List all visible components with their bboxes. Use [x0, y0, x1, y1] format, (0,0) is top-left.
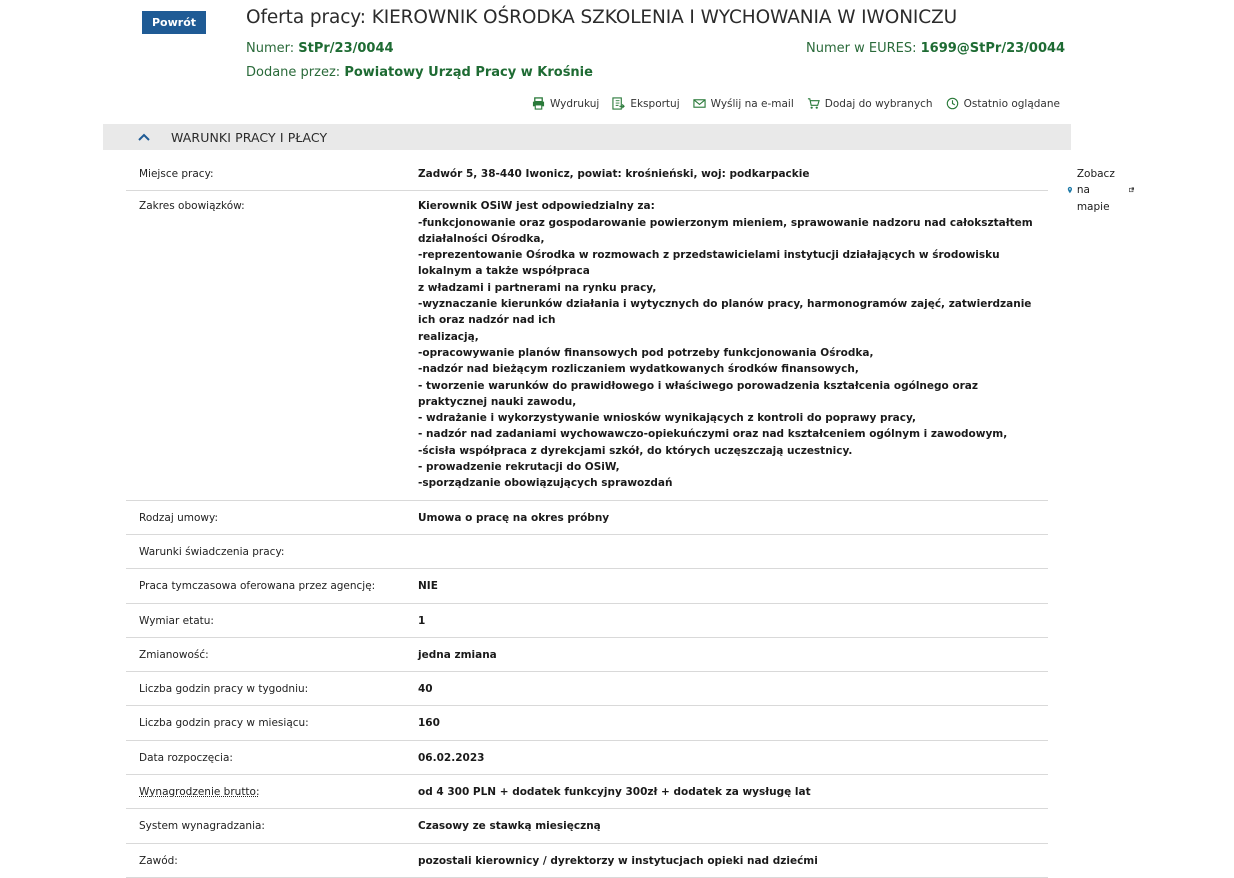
duty-line: -funkcjonowanie oraz gospodarowanie powierzonym mieniem, sprawowanie nadzoru nad całokształtem działalności Ośrodka, [418, 216, 1033, 245]
printer-icon [532, 97, 545, 110]
row-label-text: Wymiar etatu: [139, 614, 214, 627]
table-row [126, 569, 1048, 603]
section-title: WARUNKI PRACY I PŁACY [171, 129, 328, 145]
row-label-text: Zawód: [139, 854, 178, 867]
row-value: Umowa o pracę na okres próbny [418, 511, 610, 524]
duty-line: - prowadzenie rekrutacji do OSiW, [418, 461, 620, 474]
chevron-up-icon[interactable] [137, 132, 151, 142]
table-row [126, 638, 1048, 672]
row-value: 160 [418, 717, 440, 730]
row-label [126, 578, 418, 594]
duty-line: -opracowywanie planów finansowych pod potrzeby funkcjonowania Ośrodka, [418, 346, 874, 359]
row-value [418, 544, 1048, 560]
row-label-text: Data rozpoczęcia: [139, 751, 233, 764]
row-label-text: Wynagrodzenie brutto: [139, 786, 260, 799]
favorites-label: Dodaj do wybranych [824, 97, 933, 110]
eures-number-label: Numer w EURES: [806, 41, 917, 56]
offer-number-value: StPr/23/0044 [298, 41, 394, 56]
row-label: Zakres obowiązków: [139, 200, 245, 213]
added-by-value: Powiatowy Urząd Pracy w Krośnie [344, 65, 593, 80]
row-label [126, 647, 418, 663]
duty-line: -reprezentowanie Ośrodka w rozmowach z przedstawicielami instytucji działających w środowisku lokalnym a także współpraca [418, 249, 1000, 278]
map-pin-icon [1067, 184, 1073, 196]
table-row-duties [126, 191, 1048, 500]
print-action[interactable] [532, 97, 599, 110]
table-row [126, 672, 1048, 706]
map-link[interactable] [1067, 166, 1134, 215]
email-label: Wyślij na e-mail [710, 97, 794, 110]
row-label-text: Liczba godzin pracy w miesiącu: [139, 717, 309, 730]
row-label [126, 544, 418, 560]
table-row [126, 741, 1048, 775]
added-by-label: Dodane przez: [246, 65, 341, 80]
export-action[interactable] [612, 97, 679, 110]
email-action[interactable] [693, 97, 794, 110]
row-label-text: Liczba godzin pracy w tygodniu: [139, 683, 309, 696]
row-label [126, 613, 418, 629]
duty-line: -ścisła współpraca z dyrekcjami szkół, do których uczęszczają uczestnicy. [418, 444, 853, 457]
duty-line: realizacją, [418, 330, 479, 343]
duty-line: -sporządzanie obowiązujących sprawozdań [418, 477, 673, 490]
clock-icon [946, 97, 959, 110]
duty-line: -wyznaczanie kierunków działania i wytycznych do planów pracy, harmonogramów zajęć, zatwierdzanie ich oraz nadzór nad ich [418, 298, 1032, 327]
added-by [246, 65, 593, 80]
export-label: Eksportuj [630, 97, 680, 110]
row-value: jedna zmiana [418, 648, 497, 661]
table-row [126, 706, 1048, 740]
row-value: 06.02.2023 [418, 751, 485, 764]
back-button[interactable]: Powrót [142, 11, 206, 34]
favorites-action[interactable] [807, 97, 933, 110]
row-value: 40 [418, 683, 433, 696]
table-row [126, 501, 1048, 535]
row-label-text: Zmianowość: [139, 648, 209, 661]
table-row [126, 535, 1048, 569]
print-label: Wydrukuj [549, 97, 600, 110]
action-toolbar [532, 97, 1060, 110]
table-row [126, 604, 1048, 638]
duty-line: - wdrażanie i wykorzystywanie wniosków wynikających z kontroli do poprawy pracy, [418, 412, 916, 425]
row-label [126, 818, 418, 834]
duty-line: - nadzór nad zadaniami wychowawczo-opiekuńczymi oraz nad kształceniem ogólnym i zawodowym, [418, 428, 1008, 441]
row-label [126, 510, 418, 526]
row-value: 1 [418, 614, 426, 627]
row-value: Czasowy ze stawką miesięczną [418, 820, 601, 833]
cart-icon [807, 97, 820, 110]
offer-number [246, 41, 394, 56]
eures-number [806, 41, 1065, 56]
row-label-text: Praca tymczasowa oferowana przez agencję: [139, 580, 376, 593]
page-title: Oferta pracy: KIEROWNIK OŚRODKA SZKOLENIA I WYCHOWANIA W IWONICZU [246, 7, 958, 28]
duty-line: Kierownik OSiW jest odpowiedzialny za: [418, 200, 655, 213]
recent-label: Ostatnio oglądane [963, 97, 1060, 110]
table-row [126, 775, 1048, 809]
offer-number-label: Numer: [246, 41, 295, 56]
row-label [126, 853, 418, 869]
row-value: pozostali kierownicy / dyrektorzy w instytucjach opieki nad dziećmi [418, 854, 818, 867]
envelope-icon [693, 97, 706, 110]
row-value: NIE [418, 580, 438, 593]
place-value: Zadwór 5, 38-440 Iwonicz, powiat: krośnieński, woj: podkarpackie [418, 168, 810, 180]
row-value: od 4 300 PLN + dodatek funkcyjny 300zł + dodatek za wysługę lat [418, 786, 811, 799]
export-icon [612, 97, 625, 110]
row-label [126, 750, 418, 766]
map-link-label: Zobacz na mapie [1076, 168, 1115, 213]
duty-line: z władzami i partnerami na rynku pracy, [418, 281, 657, 294]
row-label [126, 681, 418, 697]
table-row [126, 809, 1048, 843]
recent-action[interactable] [946, 97, 1060, 110]
external-link-icon [1129, 185, 1134, 195]
duty-line: - tworzenie warunków do prawidłowego i właściwego porowadzenia kształcenia ogólnego oraz praktycznej nauki zawodu, [418, 379, 978, 408]
conditions-table [126, 157, 1115, 878]
section-header-conditions[interactable] [103, 124, 1071, 150]
row-label-text: Rodzaj umowy: [139, 511, 218, 524]
row-label-text: System wynagradzania: [139, 820, 265, 833]
eures-number-value: 1699@StPr/23/0044 [920, 41, 1066, 56]
row-label [126, 784, 418, 800]
row-label [126, 715, 418, 731]
duties-list [418, 198, 1048, 491]
row-label-text: Warunki świadczenia pracy: [139, 545, 285, 558]
duty-line: -nadzór nad bieżącym rozliczaniem wydatkowanych środków finansowych, [418, 363, 859, 376]
row-label: Miejsce pracy: [139, 168, 214, 180]
table-row [126, 844, 1048, 878]
